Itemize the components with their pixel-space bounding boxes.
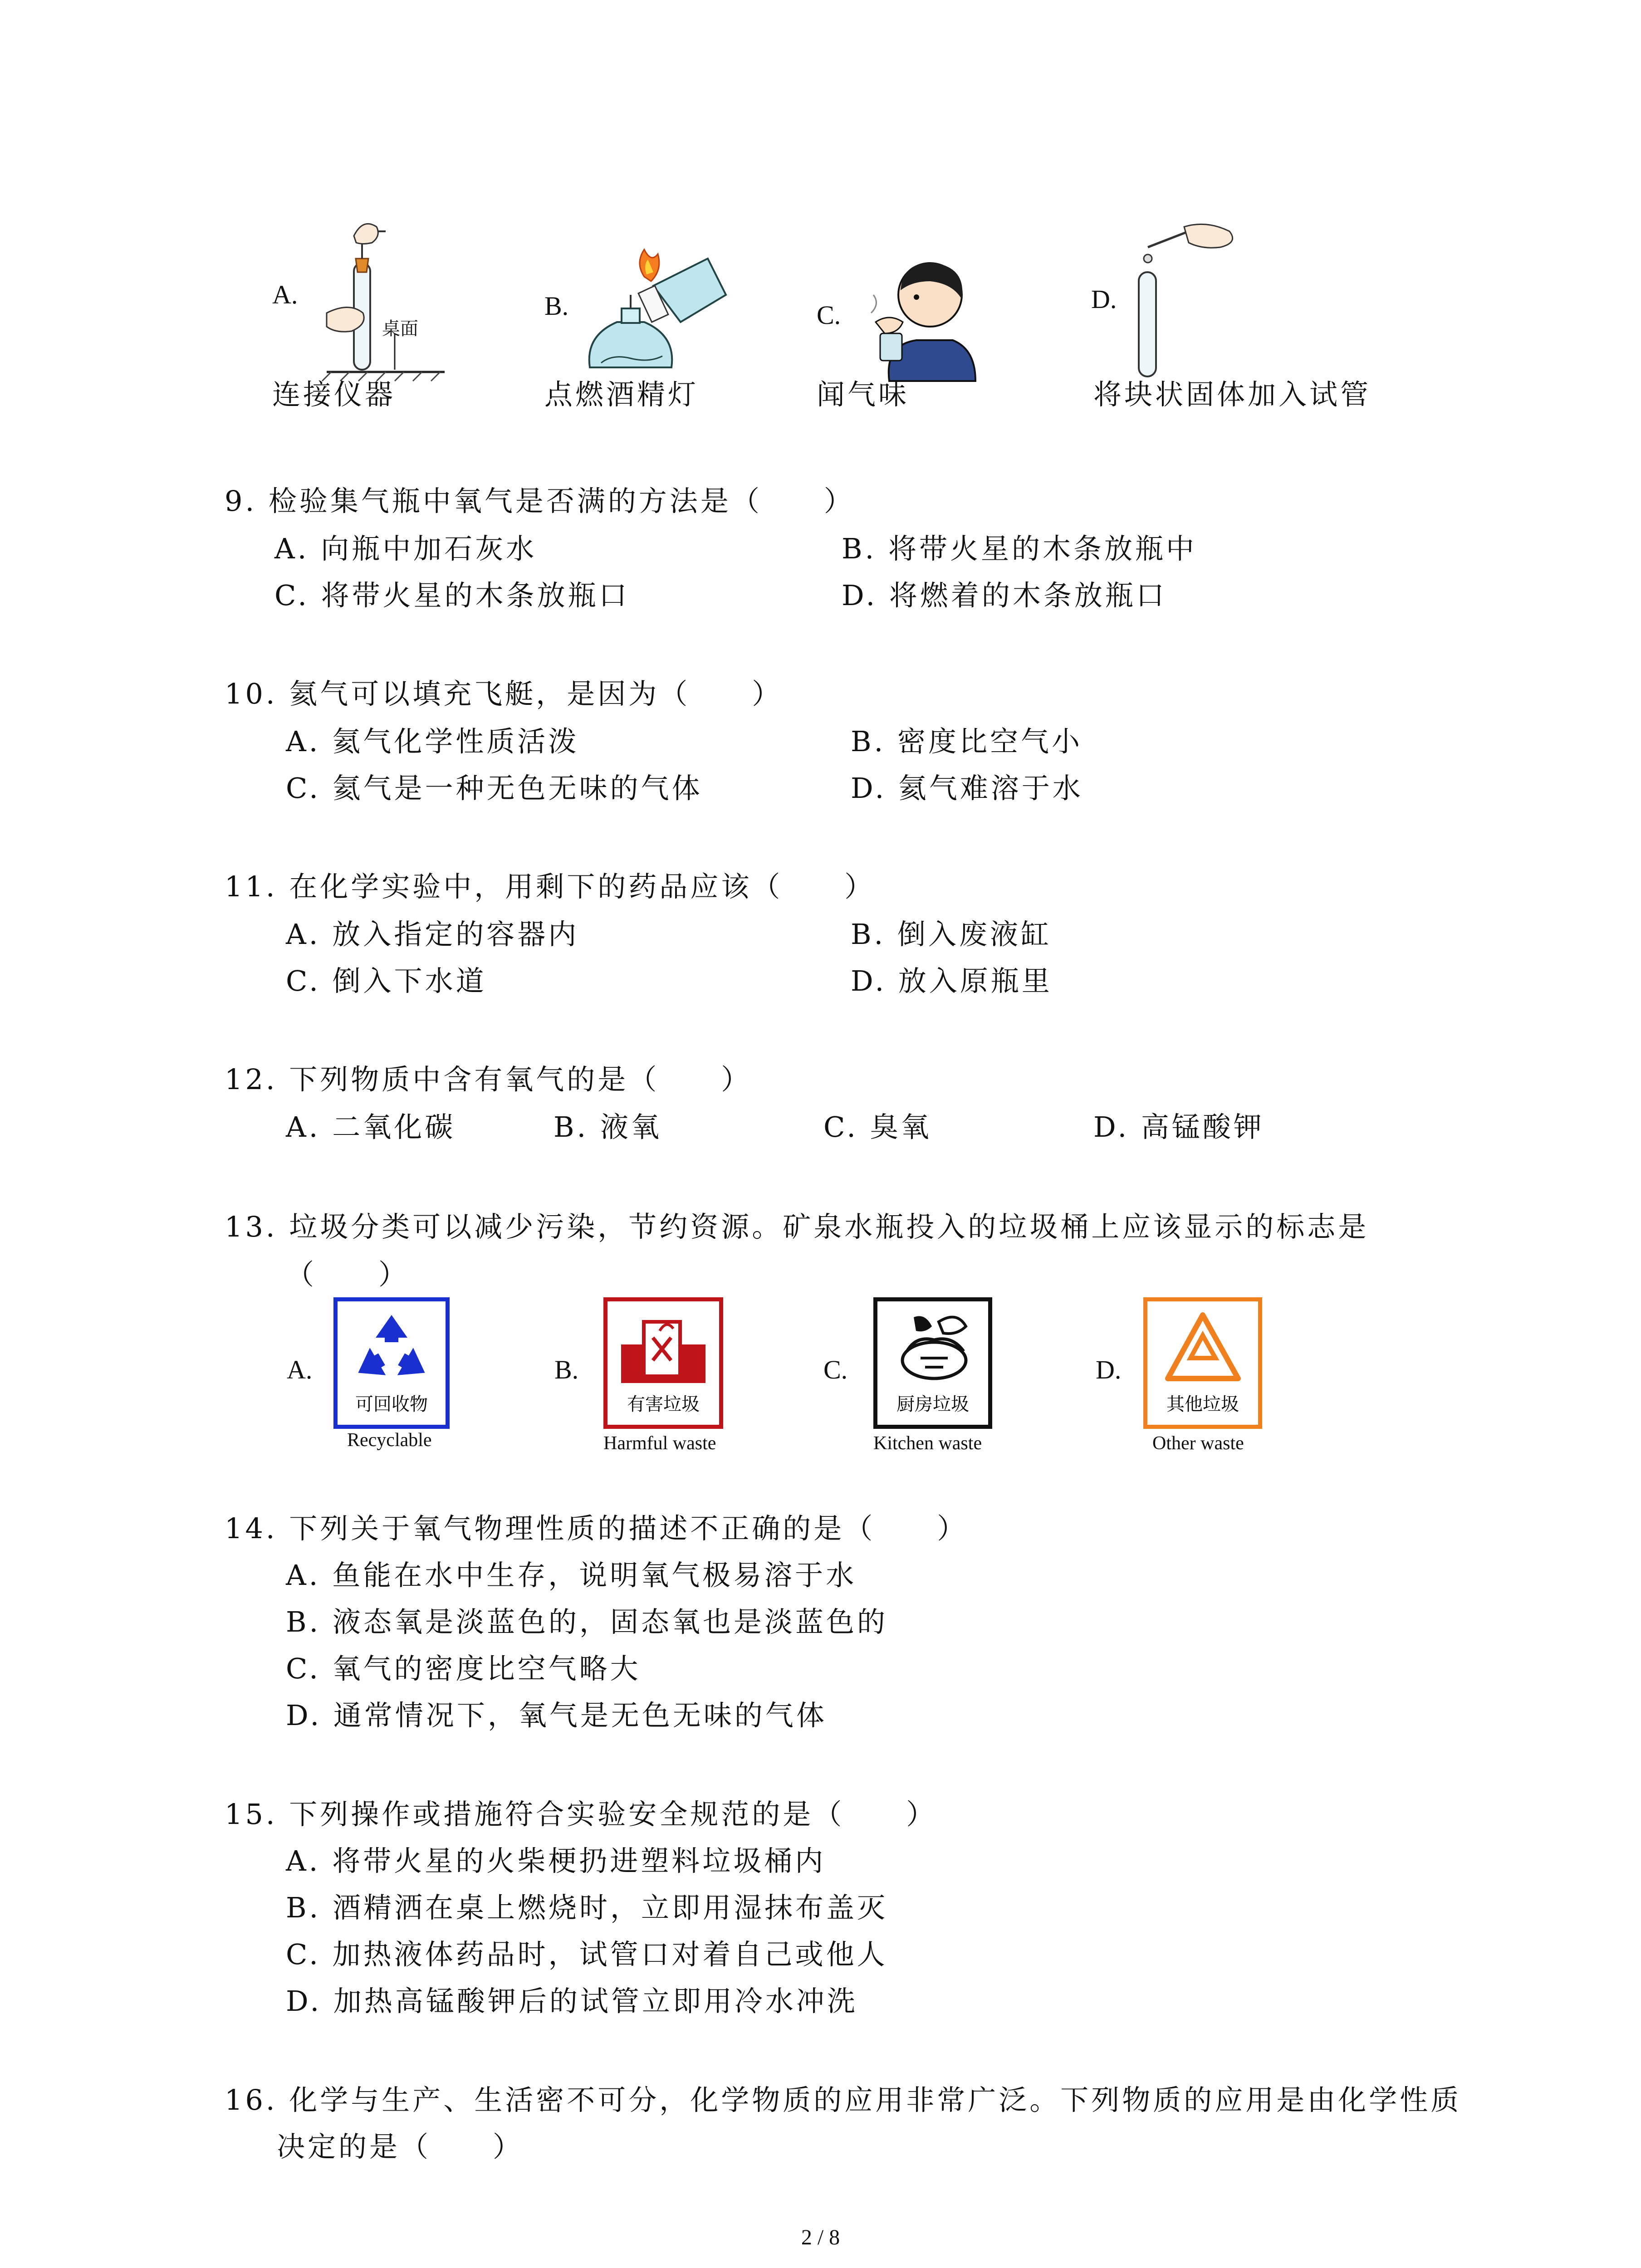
q8-d-letter: D. — [1091, 284, 1117, 314]
q14-stem: 14. 下列关于氧气物理性质的描述不正确的是（ ） — [225, 1512, 968, 1545]
q13-a-letter: A. — [287, 1355, 313, 1384]
add-solid-to-test-tube-illustration — [1130, 222, 1248, 386]
q8-a-desk-label: 桌面 — [382, 318, 418, 339]
q9-option-c: C. 将带火星的木条放瓶口 — [274, 579, 630, 612]
harmful-waste-icon — [617, 1310, 710, 1388]
q10-option-b: B. 密度比空气小 — [851, 725, 1083, 758]
q9-stem: 9. 检验集气瓶中氧气是否满的方法是（ ） — [225, 484, 855, 518]
q10-option-a: A. 氦气化学性质活泼 — [286, 725, 579, 758]
q8-b-caption: 点燃酒精灯 — [544, 378, 699, 411]
q10-option-d: D. 氦气难溶于水 — [851, 772, 1083, 805]
other-waste-sign — [1143, 1297, 1262, 1429]
q16-stem: 16. 化学与生产、生活密不可分，化学物质的应用非常广泛。下列物质的应用是由化学性质 — [225, 2083, 1462, 2116]
q8-d-caption: 将块状固体加入试管 — [1093, 378, 1372, 411]
q8-c-caption: 闻气味 — [817, 378, 910, 411]
kitchen-waste-icon — [889, 1308, 980, 1388]
q8-c-letter: C. — [817, 300, 841, 330]
q11-option-b: B. 倒入废液缸 — [851, 918, 1052, 951]
q12-option-c: C. 臭氧 — [823, 1110, 932, 1144]
q15-option-d: D. 加热高锰酸钾后的试管立即用冷水冲洗 — [286, 1984, 858, 2018]
q10-stem: 10. 氦气可以填充飞艇，是因为（ ） — [225, 677, 783, 710]
smelling-gas-illustration — [862, 259, 980, 386]
q12-stem: 12. 下列物质中含有氧气的是（ ） — [225, 1063, 752, 1096]
kitchen-sign — [873, 1297, 992, 1429]
q15-option-c: C. 加热液体药品时，试管口对着自己或他人 — [286, 1938, 888, 1971]
kitchen-caption: Kitchen waste — [873, 1433, 982, 1454]
q13-b-letter: B. — [554, 1355, 579, 1384]
page-number: 2 / 8 — [801, 2225, 840, 2249]
q11-option-a: A. 放入指定的容器内 — [286, 918, 579, 951]
other-waste-caption: Other waste — [1152, 1433, 1244, 1454]
alcohol-lamp-illustration — [576, 245, 735, 381]
recyclable-sign — [333, 1297, 450, 1429]
q8-a-caption: 连接仪器 — [272, 378, 396, 411]
q14-option-d: D. 通常情况下，氧气是无色无味的气体 — [286, 1699, 827, 1732]
connect-apparatus-illustration — [309, 218, 454, 381]
q9-option-a: A. 向瓶中加石灰水 — [274, 532, 537, 565]
q12-option-b: B. 液氧 — [554, 1110, 662, 1144]
q9-option-b: B. 将带火星的木条放瓶中 — [842, 532, 1197, 565]
q12-option-a: A. 二氧化碳 — [286, 1110, 456, 1144]
q14-option-a: A. 鱼能在水中生存，说明氧气极易溶于水 — [286, 1559, 857, 1592]
other-waste-triangle-icon — [1163, 1310, 1243, 1385]
harmful-sign — [603, 1297, 723, 1429]
kitchen-sign-label: 厨房垃圾 — [896, 1394, 969, 1415]
q16-stem-continued: 决定的是（ ） — [277, 2130, 524, 2163]
q14-option-b: B. 液态氧是淡蓝色的，固态氧也是淡蓝色的 — [286, 1605, 888, 1638]
q14-option-c: C. 氧气的密度比空气略大 — [286, 1652, 641, 1685]
q13-d-letter: D. — [1096, 1355, 1122, 1384]
q9-option-d: D. 将燃着的木条放瓶口 — [842, 579, 1167, 612]
q13-stem: 13. 垃圾分类可以减少污染，节约资源。矿泉水瓶投入的垃圾桶上应该显示的标志是 — [225, 1210, 1369, 1243]
recyclable-caption: Recyclable — [347, 1430, 432, 1451]
q15-option-a: A. 将带火星的火柴梗扔进塑料垃圾桶内 — [286, 1844, 826, 1877]
recycle-arrows-icon — [353, 1310, 430, 1388]
q11-option-c: C. 倒入下水道 — [286, 964, 487, 997]
q10-option-c: C. 氦气是一种无色无味的气体 — [286, 772, 703, 805]
q11-option-d: D. 放入原瓶里 — [851, 964, 1053, 997]
recyclable-sign-label: 可回收物 — [355, 1394, 428, 1415]
q8-a-letter: A. — [272, 280, 298, 309]
q15-option-b: B. 酒精洒在桌上燃烧时，立即用湿抹布盖灭 — [286, 1891, 888, 1924]
q13-stem-continued: （ ） — [286, 1258, 410, 1291]
q8-b-letter: B. — [544, 291, 569, 321]
harmful-caption: Harmful waste — [603, 1433, 716, 1454]
other-waste-sign-label: 其他垃圾 — [1166, 1394, 1239, 1415]
q12-option-d: D. 高锰酸钾 — [1093, 1110, 1264, 1144]
q13-c-letter: C. — [823, 1355, 848, 1384]
harmful-sign-label: 有害垃圾 — [627, 1394, 700, 1415]
q11-stem: 11. 在化学实验中，用剩下的药品应该（ ） — [225, 870, 876, 903]
q15-stem: 15. 下列操作或措施符合实验安全规范的是（ ） — [225, 1798, 937, 1831]
